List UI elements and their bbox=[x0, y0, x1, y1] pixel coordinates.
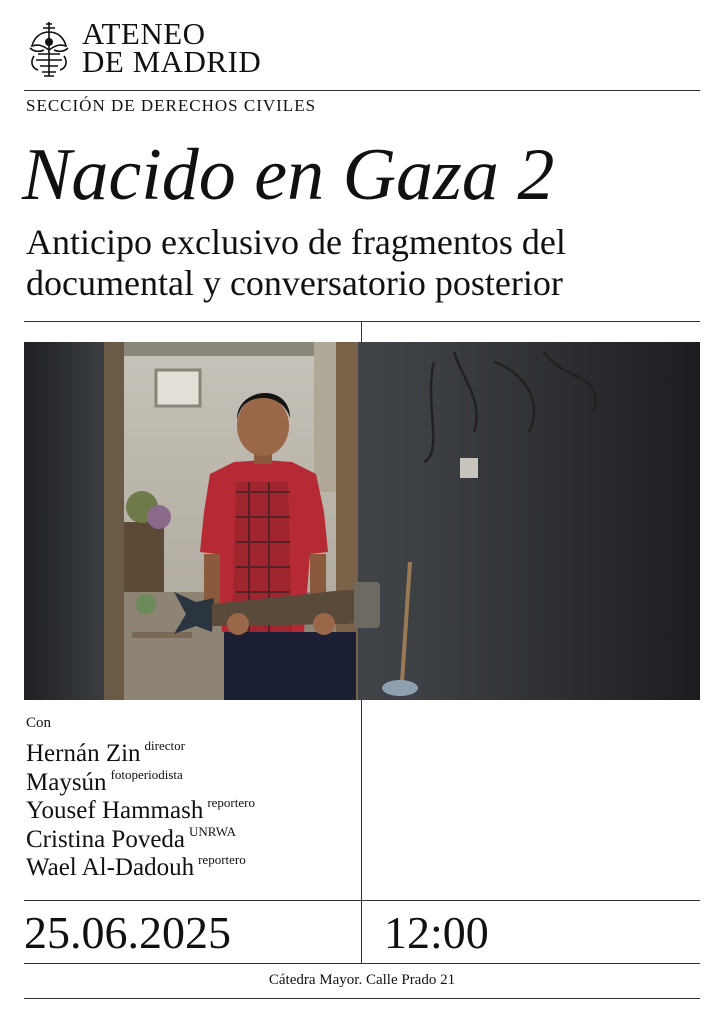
participant-role: fotoperiodista bbox=[110, 766, 183, 782]
participant-row bbox=[26, 766, 255, 798]
participant-name: Wael Al-Dadouh bbox=[26, 854, 195, 881]
participant-name: Cristina Poveda bbox=[26, 825, 186, 853]
participant-row bbox=[26, 740, 255, 769]
event-date: 25.06.2025 bbox=[24, 907, 231, 958]
participant-name: Yousef Hammash bbox=[26, 797, 204, 824]
divider-bottom bbox=[24, 998, 700, 999]
participant-row bbox=[26, 854, 255, 883]
subtitle-line-2: documental y conversatorio posterior bbox=[26, 263, 563, 303]
participant-role: reportero bbox=[198, 852, 246, 867]
divider-top bbox=[24, 90, 700, 91]
event-photo bbox=[24, 342, 700, 700]
participant-name: Hernán Zin bbox=[26, 740, 141, 767]
organization-line-1: ATENEO bbox=[82, 16, 206, 51]
divider-vertical-date bbox=[361, 900, 362, 963]
participant-role: UNRWA bbox=[189, 823, 236, 839]
divider-vertical-top bbox=[361, 321, 362, 342]
divider-under-subtitle bbox=[24, 321, 700, 322]
organization-name bbox=[82, 16, 262, 79]
participant-role: director bbox=[144, 738, 185, 753]
photo-illustration bbox=[24, 342, 700, 700]
participant-role: reportero bbox=[207, 795, 255, 810]
divider-vertical-middle bbox=[361, 700, 362, 900]
participant-row bbox=[26, 797, 255, 826]
divider-above-date bbox=[24, 900, 700, 901]
ateneo-crest-icon bbox=[24, 18, 74, 80]
divider-above-venue bbox=[24, 963, 700, 964]
participants-list bbox=[26, 740, 255, 883]
participant-name: Maysún bbox=[26, 768, 107, 796]
event-subtitle bbox=[26, 222, 706, 304]
participants-label: Con bbox=[26, 715, 52, 731]
organization-line-2: DE MADRID bbox=[82, 44, 262, 79]
subtitle-line-1: Anticipo exclusivo de fragmentos del bbox=[26, 222, 566, 262]
section-label: SECCIÓN DE DERECHOS CIVILES bbox=[26, 96, 317, 115]
event-time: 12:00 bbox=[384, 907, 489, 958]
event-title: Nacido en Gaza 2 bbox=[22, 134, 555, 216]
participant-row bbox=[26, 823, 255, 855]
event-venue: Cátedra Mayor. Calle Prado 21 bbox=[268, 972, 456, 988]
